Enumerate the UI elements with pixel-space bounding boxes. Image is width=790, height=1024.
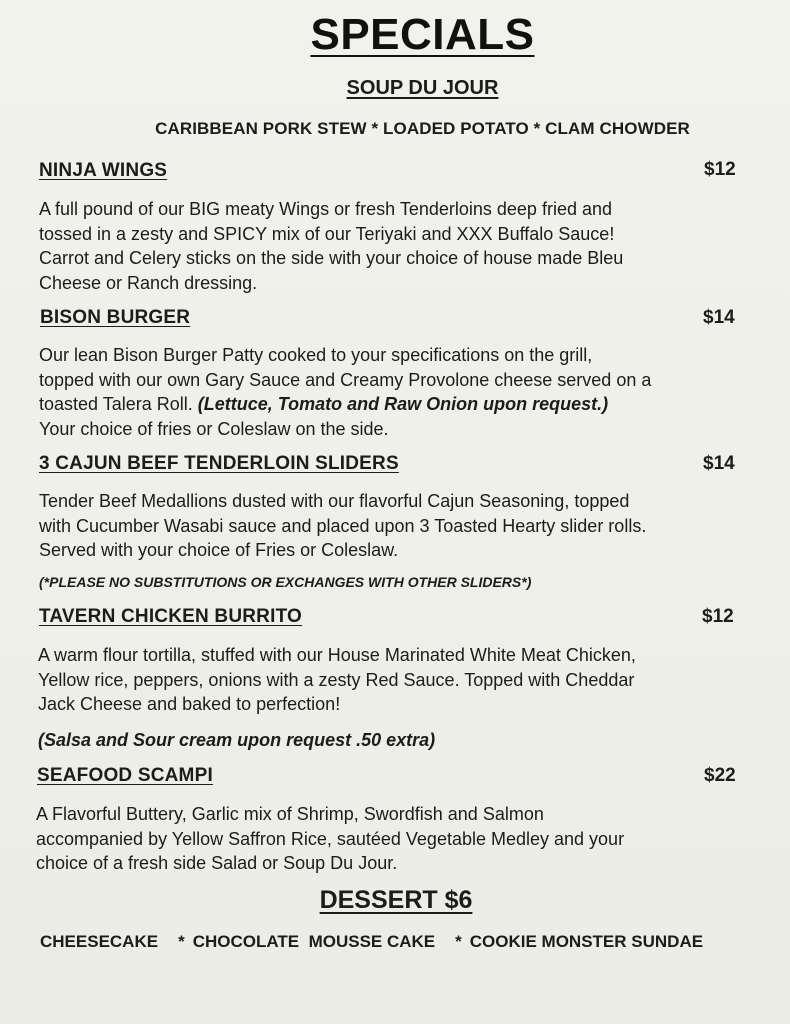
item-description [38,643,636,717]
item-name: SEAFOOD SCAMPI [37,765,213,786]
description-line: Served with your choice of Fries or Coleslaw. [39,540,399,560]
item-name: NINJA WINGS [39,160,168,181]
dessert-heading: DESSERT $6 [319,886,473,914]
description-line: Cheese or Ranch dressing. [39,272,258,293]
description-line: Your choice of fries or Coleslaw on the side. [39,418,389,439]
dessert-item: CHEESECAKE [40,932,159,951]
item-name: TAVERN CHICKEN BURRITO [39,606,303,627]
description-line: A warm flour tortilla, stuffed with our House Marinated White Meat Chicken, [38,645,636,665]
description-line: A full pound of our BIG meaty Wings or fresh Tenderloins deep fried and [39,199,612,219]
description-line: Carrot and Celery sticks on the side with your choice of house made Bleu [39,248,624,268]
description-line: topped with our own Gary Sauce and Creamy Provolone cheese served on a [39,369,652,390]
item-price: $22 [704,765,736,786]
dessert-item: COOKIE MONSTER SUNDAE [469,932,704,951]
description-line [39,392,651,417]
description-text: toasted Talera Roll. [39,394,198,414]
substitution-note: (*PLEASE NO SUBSTITUTIONS OR EXCHANGES WITH OTHER SLIDERS*) [39,574,532,590]
item-name: 3 CAJUN BEEF TENDERLOIN SLIDERS [39,453,399,474]
separator: * [455,932,462,951]
item-price: $12 [704,159,736,180]
request-note: (Lettuce, Tomato and Raw Onion upon request.) [197,394,609,414]
separator: * [178,932,185,951]
soup-list: CARIBBEAN PORK STEW * LOADED POTATO * CLAM CHOWDER [155,119,690,138]
item-description [39,489,646,563]
soup-heading: SOUP DU JOUR [346,77,499,99]
description-line: with Cucumber Wasabi sauce and placed upon 3 Toasted Hearty slider rolls. [39,515,647,536]
description-line: Yellow rice, peppers, onions with a zesty Red Sauce. Topped with Cheddar [38,669,635,690]
item-description [36,802,624,876]
item-description [39,343,651,441]
description-line: A Flavorful Buttery, Garlic mix of Shrimp, Swordfish and Salmon [36,804,544,824]
item-price: $14 [703,453,735,474]
item-description [39,197,623,295]
dessert-list [40,932,703,952]
description-line: accompanied by Yellow Saffron Rice, sautéed Vegetable Medley and your [36,828,625,849]
description-line: Tender Beef Medallions dusted with our flavorful Cajun Seasoning, topped [39,491,630,511]
page-title: SPECIALS [310,10,535,59]
description-line: choice of a fresh side Salad or Soup Du Jour. [36,853,398,873]
item-price: $12 [702,606,734,627]
item-price: $14 [703,307,735,328]
dessert-item: CHOCOLATE MOUSSE CAKE [192,932,436,951]
description-line: Our lean Bison Burger Patty cooked to your specifications on the grill, [39,345,593,365]
description-line: Jack Cheese and baked to perfection! [38,694,341,714]
description-line: tossed in a zesty and SPICY mix of our Teriyaki and XXX Buffalo Sauce! [39,223,615,244]
item-name: BISON BURGER [40,307,191,328]
salsa-note: (Salsa and Sour cream upon request .50 extra) [38,730,436,750]
